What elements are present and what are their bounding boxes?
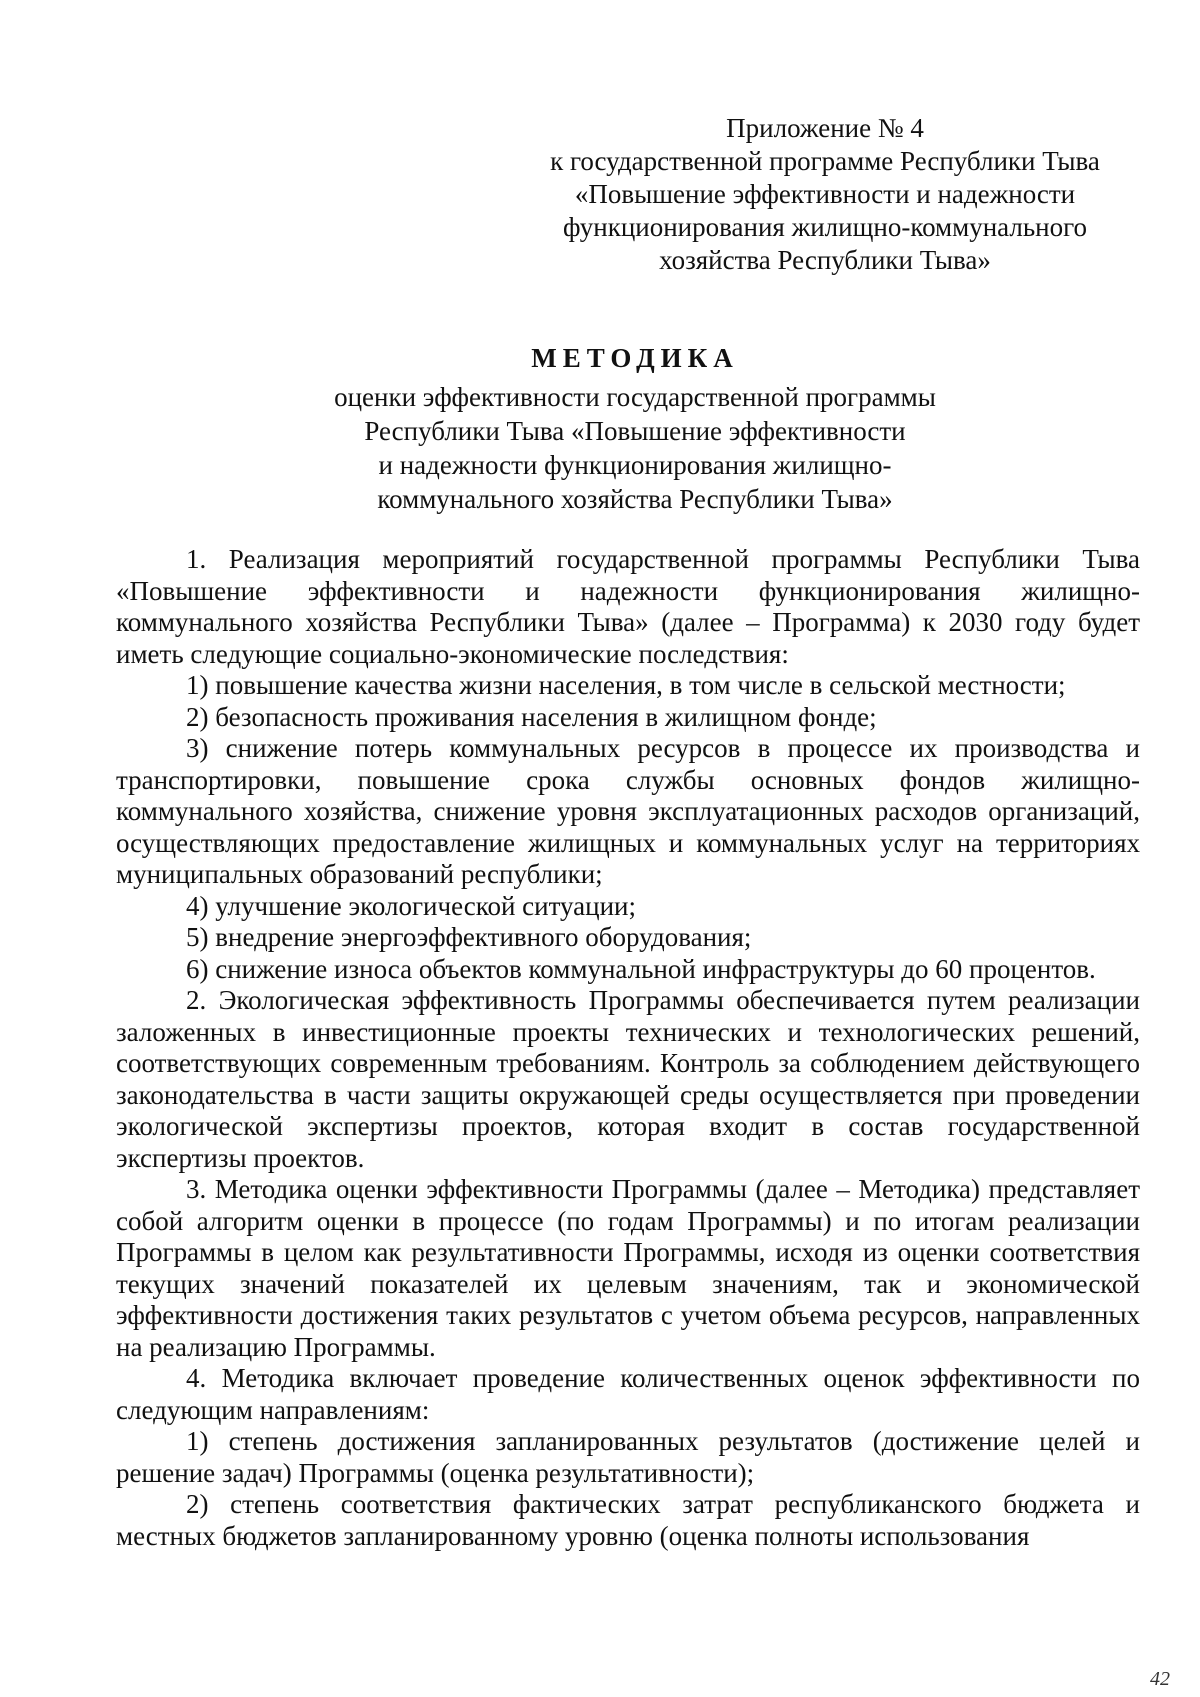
title-main: МЕТОДИКА — [531, 343, 739, 373]
appendix-line: к государственной программе Республики Тыва — [550, 146, 1100, 176]
page-number-mark: 42 — [1150, 1668, 1170, 1690]
list-item: 2) безопасность проживания населения в жилищном фонде; — [186, 701, 877, 732]
list-item: 3) снижение потерь коммунальных ресурсов в процессе их производства и транспортировки, повышение срока службы основных фондов жилищно-коммунального хозяйства, снижение уровня эксплуатационных расходов организаций, осуществляющих предоставление жилищных и коммунальных услуг на территориях муниципальных образований республики; — [116, 733, 1140, 889]
document-title — [200, 340, 1070, 516]
appendix-line: хозяйства Республики Тыва» — [659, 245, 991, 275]
appendix-line: «Повышение эффективности и надежности — [574, 179, 1076, 209]
list-item: 2) степень соответствия фактических затрат республиканского бюджета и местных бюджетов запланированному уровню (оценка полноты использования — [116, 1489, 1140, 1551]
paragraph: 4. Методика включает проведение количественных оценок эффективности по следующим направлениям: — [116, 1363, 1140, 1425]
list-item: 5) внедрение энергоэффективного оборудования; — [186, 922, 752, 952]
list-item: 1) степень достижения запланированных результатов (достижение целей и решение задач) Программы (оценка результативности); — [116, 1426, 1140, 1488]
title-subtitle-line: и надежности функционирования жилищно- — [378, 450, 892, 480]
document-body — [116, 544, 1140, 1552]
paragraph: 1. Реализация мероприятий государственной программы Республики Тыва «Повышение эффективности и надежности функционирования жилищно- коммунального хозяйства Республики Тыва» (далее – Программа) к 2030 году будет иметь следующие социально-экономические последствия: — [116, 544, 1140, 669]
title-subtitle-line: Республики Тыва «Повышение эффективности — [364, 416, 906, 446]
title-subtitle-line: оценки эффективности государственной программы — [334, 382, 936, 412]
appendix-line: функционирования жилищно-коммунального — [562, 212, 1088, 242]
list-item: 6) снижение износа объектов коммунальной инфраструктуры до 60 процентов. — [186, 953, 1096, 984]
paragraph: 3. Методика оценки эффективности Программы (далее – Методика) представляет собой алгоритм оценки в процессе (по годам Программы) и по итогам реализации Программы в целом как результативности Программы, исходя из оценки соответствия текущих значений показателей их целевым значениям, так и экономической эффективности достижения таких результатов с учетом объема ресурсов, направленных на реализацию Программы. — [116, 1174, 1140, 1362]
appendix-line: Приложение № 4 — [726, 113, 924, 143]
appendix-header — [540, 112, 1110, 277]
list-item: 1) повышение качества жизни населения, в том числе в сельской местности; — [186, 670, 1066, 700]
title-subtitle-line: коммунального хозяйства Республики Тыва» — [377, 484, 893, 514]
list-item: 4) улучшение экологической ситуации; — [186, 890, 637, 921]
paragraph: 2. Экологическая эффективность Программы обеспечивается путем реализации заложенных в инвестиционные проекты технических и технологических решений, соответствующих современным требованиям. Контроль за соблюдением действующего законодательства в части защиты окружающей среды осуществляется при проведении экологической экспертизы проектов, которая входит в состав государственной экспертизы проектов. — [116, 985, 1140, 1173]
